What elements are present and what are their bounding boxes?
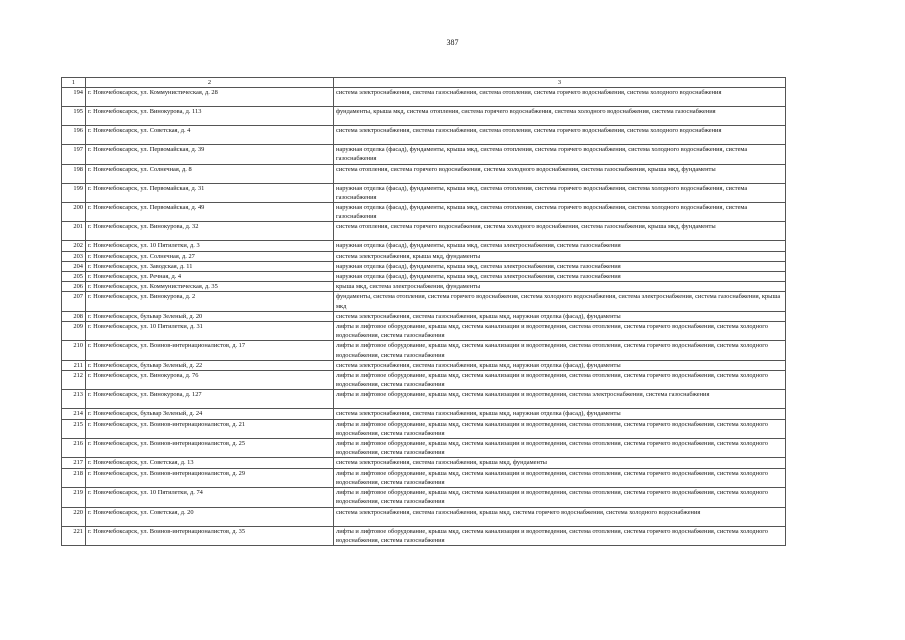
works-cell: система электроснабжения, система газоснабжения, система отопления, система горячего водоснабжения, система холодного водоснабжения	[334, 126, 786, 145]
table-row	[62, 107, 786, 126]
table-row	[62, 468, 786, 487]
address-cell: г. Новочебоксарск, ул. Воинов-интернационалистов, д. 35	[86, 526, 334, 545]
address-cell: г. Новочебоксарск, ул. 10 Пятилетки, д. 3	[86, 241, 334, 251]
address-cell: г. Новочебоксарск, ул. Воинов-интернационалистов, д. 17	[86, 341, 334, 360]
row-number: 209	[62, 322, 86, 341]
works-cell: наружная отделка (фасад), фундаменты, крыша мкд, система отопления, система горячего водоснабжения, система холодного водоснабжения, система газоснабжения	[334, 145, 786, 164]
table-row	[62, 409, 786, 419]
row-number: 213	[62, 390, 86, 409]
address-cell: г. Новочебоксарск, бульвар Зеленый, д. 22	[86, 360, 334, 370]
table-row	[62, 251, 786, 261]
table-row	[62, 164, 786, 183]
table-row	[62, 526, 786, 545]
row-number: 200	[62, 203, 86, 222]
row-number: 194	[62, 88, 86, 107]
table-row	[62, 126, 786, 145]
address-cell: г. Новочебоксарск, ул. Винокурова, д. 127	[86, 390, 334, 409]
page-number: 387	[446, 38, 459, 47]
row-number: 203	[62, 251, 86, 261]
works-cell: лифты и лифтовое оборудование, крыша мкд, система канализации и водоотведения, система отопления, система горячего водоснабжения, система холодного водоснабжения, система газоснабжения	[334, 526, 786, 545]
row-number: 199	[62, 183, 86, 202]
address-cell: г. Новочебоксарск, ул. Речная, д. 4	[86, 272, 334, 282]
row-number: 208	[62, 311, 86, 321]
works-cell: наружная отделка (фасад), фундаменты, крыша мкд, система отопления, система горячего водоснабжения, система холодного водоснабжения, система газоснабжения	[334, 203, 786, 222]
works-cell: система электроснабжения, система газоснабжения, система отопления, система горячего водоснабжения, система холодного водоснабжения	[334, 88, 786, 107]
table-row	[62, 371, 786, 390]
table-row	[62, 203, 786, 222]
address-cell: г. Новочебоксарск, ул. 10 Пятилетки, д. 74	[86, 488, 334, 507]
works-cell: лифты и лифтовое оборудование, крыша мкд, система канализации и водоотведения, система отопления, система горячего водоснабжения, система холодного водоснабжения, система газоснабжения	[334, 322, 786, 341]
table-row	[62, 311, 786, 321]
address-cell: г. Новочебоксарск, ул. Заводская, д. 11	[86, 261, 334, 271]
table-row	[62, 360, 786, 370]
works-cell: система электроснабжения, система газоснабжения, крыша мкд, наружная отделка (фасад), фундаменты	[334, 360, 786, 370]
address-cell: г. Новочебоксарск, ул. Винокурова, д. 113	[86, 107, 334, 126]
table-row	[62, 261, 786, 271]
row-number: 197	[62, 145, 86, 164]
table-row	[62, 241, 786, 251]
address-cell: г. Новочебоксарск, ул. Советская, д. 13	[86, 458, 334, 468]
row-number: 217	[62, 458, 86, 468]
address-cell: г. Новочебоксарск, ул. Советская, д. 4	[86, 126, 334, 145]
table-row	[62, 458, 786, 468]
address-cell: г. Новочебоксарск, ул. Винокурова, д. 2	[86, 292, 334, 311]
row-number: 221	[62, 526, 86, 545]
row-number: 204	[62, 261, 86, 271]
row-number: 201	[62, 222, 86, 241]
address-cell: г. Новочебоксарск, ул. Воинов-интернационалистов, д. 21	[86, 419, 334, 438]
works-cell: система электроснабжения, система газоснабжения, крыша мкд, фундаменты	[334, 458, 786, 468]
table-row	[62, 145, 786, 164]
row-number: 196	[62, 126, 86, 145]
works-cell: лифты и лифтовое оборудование, крыша мкд, система канализации и водоотведения, система отопления, система горячего водоснабжения, система холодного водоснабжения, система газоснабжения	[334, 341, 786, 360]
works-cell: лифты и лифтовое оборудование, крыша мкд, система канализации и водоотведения, система отопления, система горячего водоснабжения, система холодного водоснабжения, система газоснабжения	[334, 371, 786, 390]
row-number: 207	[62, 292, 86, 311]
row-number: 218	[62, 468, 86, 487]
row-number: 198	[62, 164, 86, 183]
header-col-3: 3	[334, 78, 786, 88]
works-cell: система электроснабжения, система газоснабжения, крыша мкд, наружная отделка (фасад), фундаменты	[334, 311, 786, 321]
works-cell: лифты и лифтовое оборудование, крыша мкд, система канализации и водоотведения, система отопления, система горячего водоснабжения, система холодного водоснабжения, система газоснабжения	[334, 439, 786, 458]
address-cell: г. Новочебоксарск, бульвар Зеленый, д. 24	[86, 409, 334, 419]
table-row	[62, 322, 786, 341]
table-row	[62, 183, 786, 202]
works-cell: система электроснабжения, система газоснабжения, крыша мкд, наружная отделка (фасад), фундаменты	[334, 409, 786, 419]
table-row	[62, 341, 786, 360]
row-number: 205	[62, 272, 86, 282]
header-col-1: 1	[62, 78, 86, 88]
address-cell: г. Новочебоксарск, ул. Первомайская, д. 39	[86, 145, 334, 164]
row-number: 210	[62, 341, 86, 360]
table-row	[62, 282, 786, 292]
address-cell: г. Новочебоксарск, ул. Воинов-интернационалистов, д. 25	[86, 439, 334, 458]
row-number: 212	[62, 371, 86, 390]
works-cell: фундаменты, крыша мкд, система отопления, система горячего водоснабжения, система холодного водоснабжения, система газоснабжения	[334, 107, 786, 126]
table-row	[62, 390, 786, 409]
address-cell: г. Новочебоксарск, ул. Советская, д. 20	[86, 507, 334, 526]
repair-works-table	[61, 77, 786, 546]
row-number: 214	[62, 409, 86, 419]
works-cell: лифты и лифтовое оборудование, крыша мкд, система канализации и водоотведения, система отопления, система горячего водоснабжения, система холодного водоснабжения, система газоснабжения	[334, 419, 786, 438]
address-cell: г. Новочебоксарск, ул. Первомайская, д. 31	[86, 183, 334, 202]
works-cell: лифты и лифтовое оборудование, крыша мкд, система канализации и водоотведения, система отопления, система горячего водоснабжения, система холодного водоснабжения, система газоснабжения	[334, 468, 786, 487]
address-cell: г. Новочебоксарск, ул. Солнечная, д. 8	[86, 164, 334, 183]
works-cell: наружная отделка (фасад), фундаменты, крыша мкд, система электроснабжения, система газоснабжения	[334, 261, 786, 271]
address-cell: г. Новочебоксарск, ул. Коммунистическая, д. 35	[86, 282, 334, 292]
row-number: 216	[62, 439, 86, 458]
row-number: 202	[62, 241, 86, 251]
address-cell: г. Новочебоксарск, ул. 10 Пятилетки, д. 31	[86, 322, 334, 341]
works-cell: наружная отделка (фасад), фундаменты, крыша мкд, система отопления, система горячего водоснабжения, система холодного водоснабжения, система газоснабжения	[334, 183, 786, 202]
table-row	[62, 88, 786, 107]
address-cell: г. Новочебоксарск, бульвар Зеленый, д. 20	[86, 311, 334, 321]
address-cell: г. Новочебоксарск, ул. Винокурова, д. 76	[86, 371, 334, 390]
table-row	[62, 507, 786, 526]
address-cell: г. Новочебоксарск, ул. Первомайская, д. 49	[86, 203, 334, 222]
table-row	[62, 272, 786, 282]
address-cell: г. Новочебоксарск, ул. Коммунистическая, д. 28	[86, 88, 334, 107]
header-col-2: 2	[86, 78, 334, 88]
works-cell: наружная отделка (фасад), фундаменты, крыша мкд, система электроснабжения, система газоснабжения	[334, 241, 786, 251]
works-cell: фундаменты, система отопления, система горячего водоснабжения, система холодного водоснабжения, система электроснабжения, система газоснабжения, крыша мкд	[334, 292, 786, 311]
address-cell: г. Новочебоксарск, ул. Воинов-интернационалистов, д. 29	[86, 468, 334, 487]
works-cell: система электроснабжения, крыша мкд, фундаменты	[334, 251, 786, 261]
address-cell: г. Новочебоксарск, ул. Винокурова, д. 32	[86, 222, 334, 241]
works-cell: лифты и лифтовое оборудование, крыша мкд, система канализации и водоотведения, система электроснабжения, система газоснабжения	[334, 390, 786, 409]
row-number: 195	[62, 107, 86, 126]
table-row	[62, 439, 786, 458]
table-row	[62, 222, 786, 241]
address-cell: г. Новочебоксарск, ул. Солнечная, д. 27	[86, 251, 334, 261]
works-cell: крыша мкд, система электроснабжения, фундаменты	[334, 282, 786, 292]
row-number: 220	[62, 507, 86, 526]
row-number: 211	[62, 360, 86, 370]
works-cell: лифты и лифтовое оборудование, крыша мкд, система канализации и водоотведения, система отопления, система горячего водоснабжения, система холодного водоснабжения, система газоснабжения	[334, 488, 786, 507]
works-cell: система отопления, система горячего водоснабжения, система холодного водоснабжения, система газоснабжения, крыша мкд, фундаменты	[334, 222, 786, 241]
table-header-row	[62, 78, 786, 88]
works-cell: система отопления, система горячего водоснабжения, система холодного водоснабжения, система газоснабжения, крыша мкд, фундаменты	[334, 164, 786, 183]
row-number: 215	[62, 419, 86, 438]
row-number: 219	[62, 488, 86, 507]
table-row	[62, 292, 786, 311]
works-cell: система электроснабжения, система газоснабжения, крыша мкд, система горячего водоснабжения, система холодного водоснабжения	[334, 507, 786, 526]
row-number: 206	[62, 282, 86, 292]
table-row	[62, 488, 786, 507]
works-cell: наружная отделка (фасад), фундаменты, крыша мкд, система электроснабжения, система газоснабжения	[334, 272, 786, 282]
table-row	[62, 419, 786, 438]
